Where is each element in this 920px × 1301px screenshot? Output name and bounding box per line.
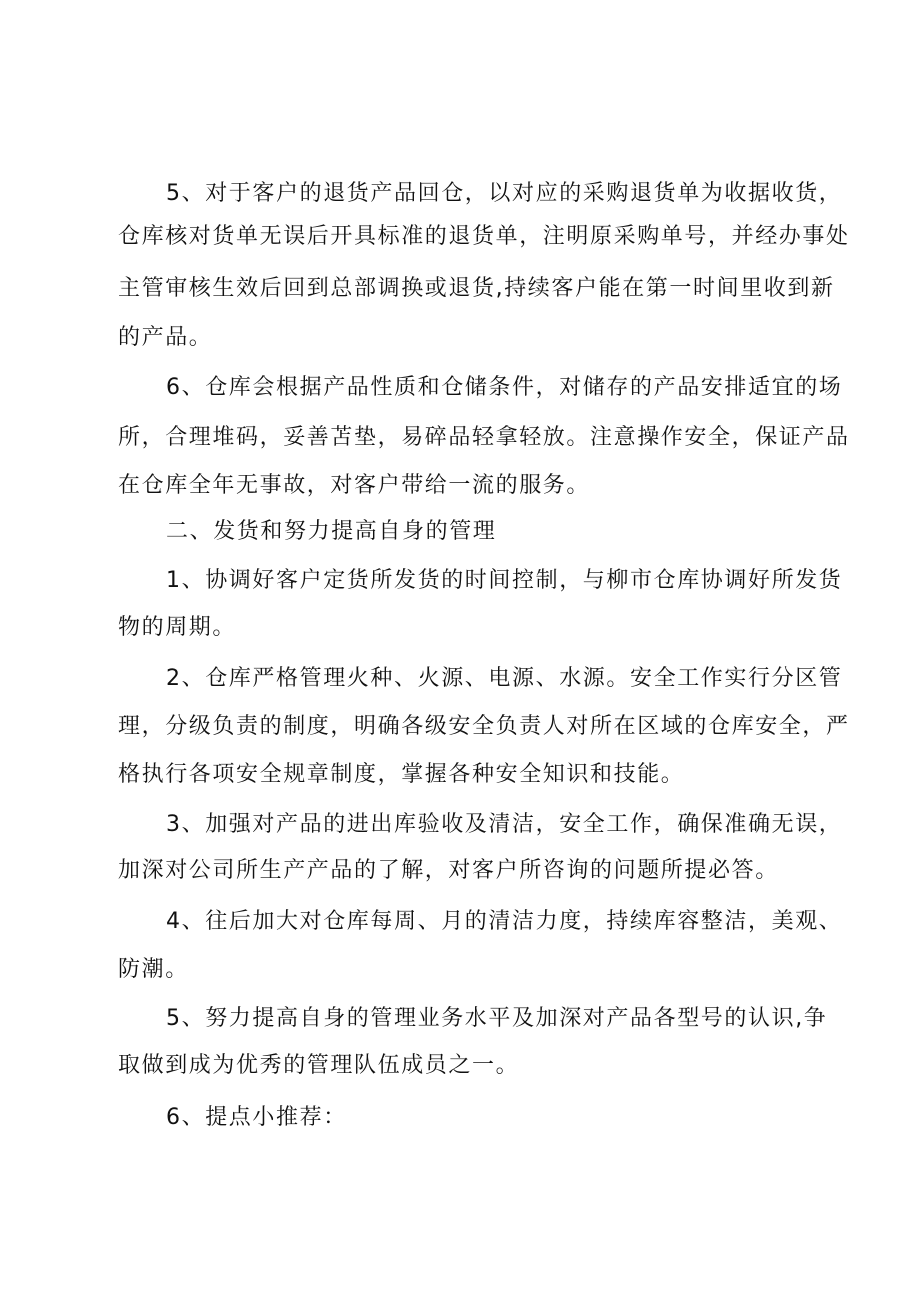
paragraph-5-line-2: 仓库核对货单无误后开具标准的退货单，注明原采购单号，并经办事处 [118,224,850,249]
paragraph-5-line-1: 5、对于客户的退货产品回仓，以对应的采购退货单为收据收货， [166,181,843,206]
paragraph-6-line-2: 所，合理堆码，妥善苫垫，易碎品轻拿轻放。注意操作安全，保证产品 [118,425,850,450]
item-6-line-1: 6、提点小推荐： [166,1105,347,1130]
item-4-line-1: 4、往后加大对仓库每周、月的清洁力度，持续库容整洁，美观、 [166,909,843,934]
paragraph-6-line-3: 在仓库全年无事故，对客户带给一流的服务。 [118,473,591,498]
item-2-line-2: 理，分级负责的制度，明确各级安全负责人对所在区域的仓库安全，严 [118,714,850,739]
item-3-line-1: 3、加强对产品的进出库验收及清洁，安全工作，确保准确无误， [166,812,843,837]
item-5-line-1: 5、努力提高自身的管理业务水平及加深对产品各型号的认识,争 [166,1006,828,1031]
paragraph-6-line-1: 6、仓库会根据产品性质和仓储条件，对储存的产品安排适宜的场 [166,375,843,400]
item-2-line-1: 2、仓库严格管理火种、火源、电源、水源。安全工作实行分区管 [166,666,843,691]
item-5-line-2: 取做到成为优秀的管理队伍成员之一。 [118,1053,520,1078]
paragraph-5-line-3: 主管审核生效后回到总部调换或退货,持续客户能在第一时间里收到新 [118,276,835,301]
item-4-line-2: 防潮。 [118,957,189,982]
item-1-line-2: 物的周期。 [118,615,237,640]
paragraph-5-line-4: 的产品。 [118,325,213,350]
item-2-line-3: 格执行各项安全规章制度，掌握各种安全知识和技能。 [118,762,685,787]
item-3-line-2: 加深对公司所生产产品的了解，对客户所咨询的问题所提必答。 [118,858,779,883]
section-heading: 二、发货和努力提高自身的管理 [166,519,497,544]
item-1-line-1: 1、协调好客户定货所发货的时间控制，与柳市仓库协调好所发货 [166,568,843,593]
